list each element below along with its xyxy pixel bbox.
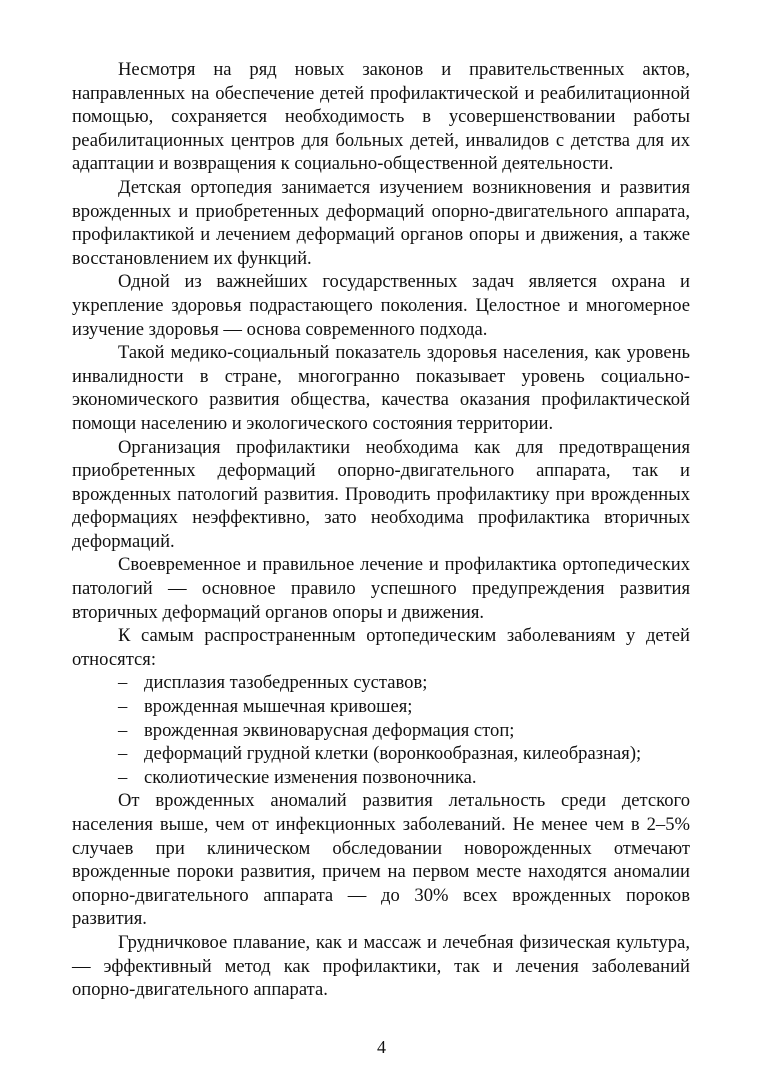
- paragraph-disability-indicator: Такой медико-социальный показатель здоровья населения, как уровень инвалидности в стране, многогранно показывает уровень социально-экономического развития общества, качества оказания профилактической помощи населению и экологического состояния территории.: [72, 342, 690, 434]
- list-item-text: сколиотические изменения позвоночника.: [144, 766, 477, 788]
- list-dash: –: [118, 672, 128, 694]
- paragraph-congenital-anomalies: От врожденных аномалий развития летальность среди детского населения выше, чем от инфекционных заболеваний. Не менее чем в 2–5% случаев при клиническом обследовании новорожденных отмечают врожденные пороки развития, причем на первом месте находятся аномалии опорно-двигательного аппарата — до 30% всех врожденных пороков развития.: [72, 790, 690, 930]
- paragraph-list-intro: К самым распространенным ортопедическим заболеваниям у детей относятся:: [72, 625, 690, 670]
- list-dash: –: [118, 719, 128, 741]
- paragraph-pediatric-orthopedics: Детская ортопедия занимается изучением возникновения и развития врожденных и приобретенных деформаций опорно-двигательного аппарата, профилактикой и лечением деформаций органов опоры и движения, а также восстановлением их функций.: [72, 176, 690, 269]
- page-number: 4: [377, 1037, 386, 1057]
- list-item: [72, 742, 690, 766]
- list-dash: –: [118, 696, 128, 718]
- paragraph-timely-treatment: Своевременное и правильное лечение и профилактика ортопедических патологий — основное правило успешного предупреждения развития вторичных деформаций органов опоры и движения.: [72, 554, 690, 623]
- list-item-text: врожденная мышечная кривошея;: [144, 696, 413, 718]
- list-item-text: врожденная эквиноварусная деформация стоп;: [144, 719, 515, 741]
- diseases-list: [72, 671, 690, 789]
- paragraph-prevention: Организация профилактики необходима как для предотвращения приобретенных деформаций опорно-двигательного аппарата, так и врожденных патологий развития. Проводить профилактику при врожденных деформациях неэффективно, зато необходима профилактика вторичных деформаций.: [72, 436, 690, 552]
- paragraph-rehabilitation: Несмотря на ряд новых законов и правительственных актов, направленных на обеспечение детей профилактической и реабилитационной помощью, сохраняется необходимость в усовершенствовании работы реабилитационных центров для больных детей, инвалидов с детства для их адаптации и возвращения к социально-общественной деятельности.: [72, 59, 690, 175]
- document-page: [72, 58, 690, 1002]
- list-item: [72, 671, 690, 695]
- list-item: [72, 766, 690, 790]
- paragraph-state-tasks: Одной из важнейших государственных задач является охрана и укрепление здоровья подрастающего поколения. Целостное и многомерное изучение здоровья — основа современного подхода.: [72, 271, 690, 340]
- list-dash: –: [118, 743, 128, 765]
- list-item: [72, 695, 690, 719]
- list-item-text: деформаций грудной клетки (воронкообразная, килеобразная);: [144, 743, 642, 765]
- list-item: [72, 719, 690, 743]
- list-item-text: дисплазия тазобедренных суставов;: [144, 672, 428, 694]
- list-dash: –: [118, 766, 128, 788]
- paragraph-infant-swimming: Грудничковое плавание, как и массаж и лечебная физическая культура, — эффективный метод как профилактики, так и лечения заболеваний опорно-двигательного аппарата.: [72, 931, 690, 1001]
